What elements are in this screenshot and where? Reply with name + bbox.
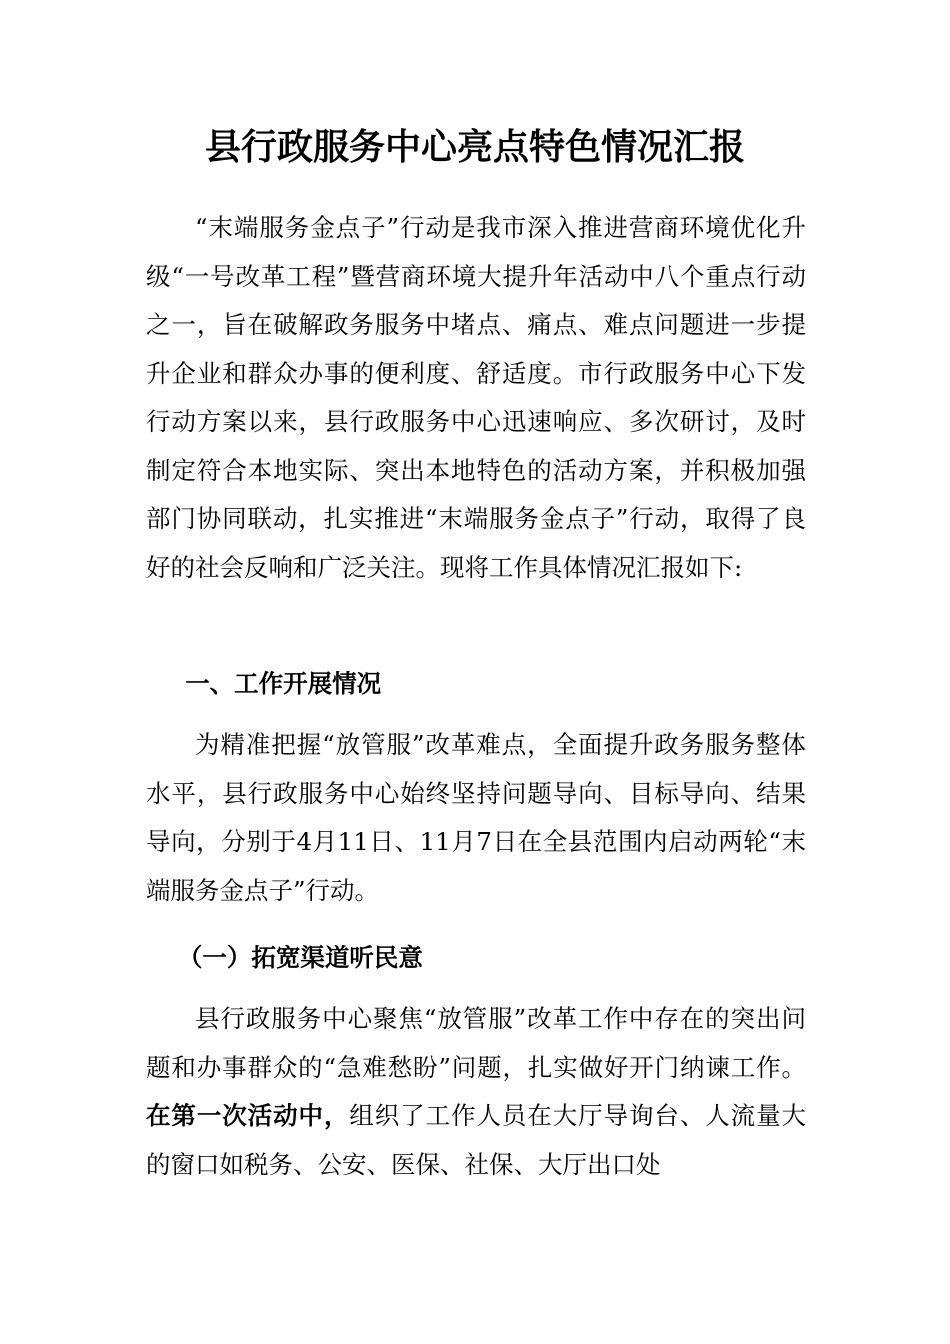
paragraph-text-part: 组织了工作人员在大厅导询台、人流量大的窗口如税务、公安、医保、社保、大厅出口处 xyxy=(146,1101,806,1179)
paragraph-text-part: 县行政服务中心聚焦“放管服”改革工作中存在的突出问题和办事群众的“急难愁盼”问题，扎实做好开门纳谏工作。 xyxy=(146,1004,806,1082)
document-title: 县行政服务中心亮点特色情况汇报 xyxy=(204,126,745,168)
paragraph-bold-phrase: 在第一次活动中， xyxy=(146,1101,350,1130)
subsection-heading-channels: （一）拓宽渠道听民意 xyxy=(177,943,423,972)
section-heading-work-progress: 一、工作开展情况 xyxy=(185,669,382,698)
section-paragraph-work-progress: 为精准把握“放管服”改革难点，全面提升政务服务整体水平，县行政服务中心始终坚持问题导向、目标导向、结果导向，分别于4月11日、11月7日在全县范围内启动两轮“末端服务金点子”行动。 xyxy=(146,730,806,905)
intro-paragraph: “末端服务金点子”行动是我市深入推进营商环境优化升级“一号改革工程”暨营商环境大提升年活动中八个重点行动之一，旨在破解政务服务中堵点、痛点、难点问题进一步提升企业和群众办事的便利度、舒适度。市行政服务中心下发行动方案以来，县行政服务中心迅速响应、多次研讨，及时制定符合本地实际、突出本地特色的活动方案，并积极加强部门协同联动，扎实推进“末端服务金点子”行动，取得了良好的社会反响和广泛关注。现将工作具体情况汇报如下: xyxy=(146,213,806,582)
subsection-paragraph-channels xyxy=(146,995,806,1189)
